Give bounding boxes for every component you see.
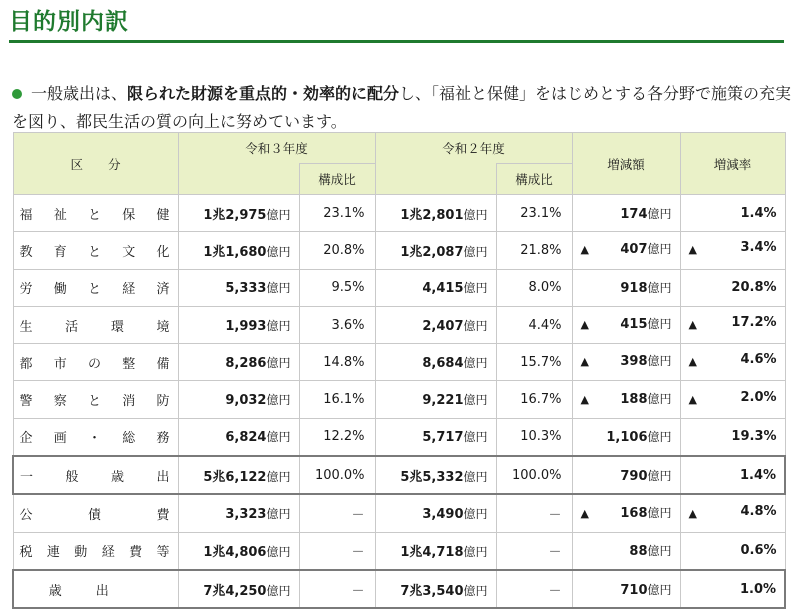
r2-ratio: 4.4% (496, 306, 572, 343)
change-amount (572, 306, 680, 343)
r2-amount (375, 344, 496, 381)
change-amount (572, 494, 680, 532)
r3-ratio: 3.6% (299, 306, 375, 343)
header-r2: 令和２年度 (375, 133, 572, 164)
r3-amount (178, 418, 299, 456)
decrease-triangle-icon: ▲ (580, 506, 589, 520)
change-rate (680, 532, 785, 570)
r2-amount-value: 3,490 (422, 507, 464, 523)
unit-label: 億円 (266, 393, 291, 408)
r3-amount-value: 9,032 (225, 393, 267, 409)
change-rate-value: 17.2% (731, 315, 777, 331)
table-row (13, 532, 785, 570)
table-row (13, 344, 785, 381)
change-amount (572, 532, 680, 570)
unit-label: 億円 (266, 318, 291, 333)
table-row (13, 418, 785, 456)
r3-ratio: 100.0% (299, 456, 375, 494)
r3-amount (178, 494, 299, 532)
r2-amount (375, 381, 496, 418)
change-rate-value: 2.0% (740, 389, 777, 405)
r3-amount-value: 1兆4,806 (203, 545, 267, 561)
change-amount (572, 269, 680, 306)
table-row (13, 494, 785, 532)
unit-label: 億円 (266, 430, 291, 445)
r3-amount (178, 570, 299, 608)
change-amount-value: 168 (620, 505, 648, 521)
row-category-label: 都市の整備 (19, 356, 172, 372)
r2-amount (375, 195, 496, 232)
change-amount (572, 570, 680, 608)
table-row (13, 306, 785, 343)
unit-label: 億円 (647, 582, 672, 597)
r2-ratio: － (496, 532, 572, 570)
unit-label: 億円 (647, 468, 672, 483)
expenditure-table (12, 132, 786, 609)
change-amount-value: 174 (620, 206, 648, 222)
r3-amount-value: 7兆4,250 (203, 583, 267, 599)
r2-amount-value: 7兆3,540 (400, 583, 464, 599)
r2-amount (375, 269, 496, 306)
header-change-amount: 増減額 (572, 133, 680, 195)
r3-amount (178, 195, 299, 232)
r2-ratio: － (496, 494, 572, 532)
change-rate-value: 19.3% (731, 429, 777, 445)
r2-amount (375, 570, 496, 608)
r3-ratio: － (299, 494, 375, 532)
r3-ratio: － (299, 532, 375, 570)
unit-label: 億円 (463, 545, 488, 560)
r2-amount (375, 456, 496, 494)
decrease-triangle-icon: ▲ (580, 318, 589, 332)
r2-amount (375, 232, 496, 269)
r2-amount-value: 5,717 (422, 430, 464, 446)
r3-amount-value: 8,286 (225, 355, 267, 371)
row-category-label: 一般歳出 (20, 469, 172, 485)
change-rate-value: 4.6% (740, 352, 777, 368)
change-amount (572, 456, 680, 494)
change-rate-value: 1.4% (740, 205, 777, 221)
row-category-label: 生活環境 (19, 319, 172, 335)
row-category-label: 企画・総務 (19, 431, 172, 447)
change-amount (572, 381, 680, 418)
unit-label: 億円 (463, 430, 488, 445)
header-r2-spacer (375, 164, 496, 195)
change-amount (572, 344, 680, 381)
unit-label: 億円 (463, 393, 488, 408)
header-r3: 令和３年度 (178, 133, 375, 164)
table-row (13, 381, 785, 418)
change-rate (680, 418, 785, 456)
change-rate-value: 20.8% (731, 280, 777, 296)
r2-amount-value: 2,407 (422, 318, 464, 334)
unit-label: 億円 (463, 281, 488, 296)
row-category-label: 税連動経費等 (19, 545, 172, 561)
unit-label: 億円 (647, 354, 672, 369)
header-r2-ratio: 構成比 (496, 164, 572, 195)
lead-text-post: し、「福祉と保健」をはじめとする各分野で施策の充実を図り、都民生活の質の向上に努めています。 (12, 84, 792, 131)
r3-amount-value: 6,824 (225, 430, 267, 446)
unit-label: 億円 (647, 544, 672, 559)
r2-amount (375, 494, 496, 532)
change-rate-value: 1.0% (739, 581, 777, 597)
r2-amount (375, 532, 496, 570)
unit-label: 億円 (463, 507, 488, 522)
bullet-icon (12, 89, 22, 99)
change-amount-value: 710 (620, 582, 648, 598)
unit-label: 億円 (266, 469, 291, 484)
r2-amount-value: 8,684 (422, 355, 464, 371)
change-amount-value: 918 (620, 281, 648, 297)
change-rate (680, 306, 785, 343)
r2-ratio: 21.8% (496, 232, 572, 269)
row-category-label: 福祉と保健 (19, 207, 172, 223)
r2-amount-value: 9,221 (422, 393, 464, 409)
unit-label: 億円 (647, 206, 672, 221)
decrease-triangle-icon: ▲ (688, 355, 697, 369)
row-category (13, 456, 178, 494)
unit-label: 億円 (647, 242, 672, 257)
change-amount-value: 415 (620, 317, 648, 333)
unit-label: 億円 (647, 505, 672, 520)
change-rate (680, 494, 785, 532)
unit-label: 億円 (266, 507, 291, 522)
r3-ratio: 16.1% (299, 381, 375, 418)
r3-amount (178, 269, 299, 306)
r2-ratio: 23.1% (496, 195, 572, 232)
r2-amount-value: 1兆4,718 (400, 545, 464, 561)
r2-amount-value: 1兆2,801 (400, 207, 464, 223)
change-amount-value: 88 (629, 544, 648, 560)
row-category (13, 532, 178, 570)
unit-label: 億円 (647, 391, 672, 406)
r2-amount-value: 4,415 (422, 281, 464, 297)
r2-ratio: 100.0% (496, 456, 572, 494)
r3-ratio: 12.2% (299, 418, 375, 456)
unit-label: 億円 (266, 583, 291, 598)
header-category: 区 分 (13, 133, 178, 195)
r2-ratio: － (496, 570, 572, 608)
row-category-label: 警察と消防 (19, 394, 172, 410)
r3-amount-value: 5,333 (225, 281, 267, 297)
r3-amount (178, 344, 299, 381)
r2-amount-value: 5兆5,332 (400, 469, 464, 485)
r3-amount-value: 1兆1,680 (203, 244, 267, 260)
unit-label: 億円 (647, 281, 672, 296)
r3-ratio: 23.1% (299, 195, 375, 232)
lead-paragraph (12, 80, 792, 136)
decrease-triangle-icon: ▲ (688, 243, 697, 257)
r3-amount-value: 1兆2,975 (203, 207, 267, 223)
page-title: 目的別内訳 (9, 9, 129, 35)
lead-text-bold: 限られた財源を重点的・効率的に配分 (127, 84, 400, 103)
r3-amount (178, 532, 299, 570)
row-category-label: 教育と文化 (19, 244, 172, 260)
change-amount (572, 195, 680, 232)
change-amount-value: 398 (620, 354, 648, 370)
lead-text-pre: 一般歳出は、 (31, 84, 128, 103)
unit-label: 億円 (647, 317, 672, 332)
r3-amount (178, 232, 299, 269)
decrease-triangle-icon: ▲ (688, 506, 697, 520)
r2-amount (375, 418, 496, 456)
r2-amount-value: 1兆2,087 (400, 244, 464, 260)
r3-amount (178, 456, 299, 494)
row-category (13, 418, 178, 456)
change-amount-value: 1,106 (606, 430, 648, 446)
unit-label: 億円 (463, 244, 488, 259)
decrease-triangle-icon: ▲ (580, 243, 589, 257)
table-row (13, 195, 785, 232)
row-category (13, 195, 178, 232)
change-amount-value: 188 (620, 391, 648, 407)
change-rate (680, 195, 785, 232)
unit-label: 億円 (463, 469, 488, 484)
r3-ratio: 20.8% (299, 232, 375, 269)
row-category (13, 306, 178, 343)
r2-ratio: 16.7% (496, 381, 572, 418)
change-rate-value: 0.6% (740, 543, 777, 559)
unit-label: 億円 (266, 207, 291, 222)
r2-amount (375, 306, 496, 343)
table-row (13, 269, 785, 306)
change-amount (572, 418, 680, 456)
unit-label: 億円 (266, 545, 291, 560)
r2-ratio: 8.0% (496, 269, 572, 306)
change-amount (572, 232, 680, 269)
change-rate-value: 4.8% (740, 503, 777, 519)
change-rate (680, 456, 785, 494)
change-rate-value: 3.4% (740, 240, 777, 256)
unit-label: 億円 (266, 355, 291, 370)
unit-label: 億円 (463, 355, 488, 370)
r3-ratio: 9.5% (299, 269, 375, 306)
decrease-triangle-icon: ▲ (580, 392, 589, 406)
table-row (13, 232, 785, 269)
change-rate (680, 344, 785, 381)
unit-label: 億円 (266, 244, 291, 259)
row-category-label: 歳出 (48, 583, 143, 599)
header-change-rate: 増減率 (680, 133, 785, 195)
r3-ratio: 14.8% (299, 344, 375, 381)
row-category (13, 232, 178, 269)
row-category (13, 494, 178, 532)
unit-label: 億円 (647, 430, 672, 445)
change-rate (680, 269, 785, 306)
r2-ratio: 15.7% (496, 344, 572, 381)
r2-ratio: 10.3% (496, 418, 572, 456)
decrease-triangle-icon: ▲ (688, 318, 697, 332)
change-rate-value: 1.4% (739, 467, 777, 483)
row-category (13, 269, 178, 306)
change-amount-value: 790 (620, 468, 648, 484)
unit-label: 億円 (463, 583, 488, 598)
decrease-triangle-icon: ▲ (688, 392, 697, 406)
row-category-label: 労働と経済 (19, 282, 172, 298)
title-underline (9, 40, 784, 43)
table-total-row (13, 570, 785, 608)
row-category (13, 570, 178, 608)
header-r3-ratio: 構成比 (299, 164, 375, 195)
unit-label: 億円 (463, 207, 488, 222)
unit-label: 億円 (266, 281, 291, 296)
row-category-label: 公債費 (19, 508, 172, 524)
r3-amount (178, 306, 299, 343)
r3-amount (178, 381, 299, 418)
r3-amount-value: 1,993 (225, 318, 267, 334)
decrease-triangle-icon: ▲ (580, 355, 589, 369)
change-rate (680, 381, 785, 418)
row-category (13, 344, 178, 381)
change-rate (680, 232, 785, 269)
r3-amount-value: 5兆6,122 (203, 469, 267, 485)
change-amount-value: 407 (620, 242, 648, 258)
change-rate (680, 570, 785, 608)
row-category (13, 381, 178, 418)
r3-amount-value: 3,323 (225, 507, 267, 523)
table-total-row (13, 456, 785, 494)
unit-label: 億円 (463, 318, 488, 333)
header-r3-spacer (178, 164, 299, 195)
r3-ratio: － (299, 570, 375, 608)
